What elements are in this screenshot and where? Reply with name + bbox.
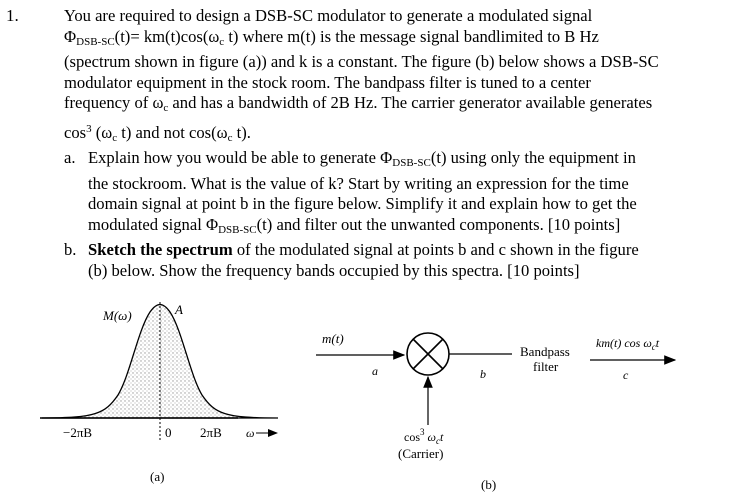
output-label: km(t) $\cos \omega_ct$ [596, 336, 660, 352]
spectrum-curve [42, 305, 278, 419]
problem-line-6: $\cos^3 (\omega_c$ t) and not $\cos(\omega_c$ t). [64, 122, 251, 144]
point-c-label: c [623, 368, 629, 382]
problem-line-5: frequency of $\omega_c$ and has a bandwidth of 2B Hz. The carrier generator available generates [64, 93, 653, 114]
problem-line-4: modulator equipment in the stock room. The bandpass filter is tuned to a center [64, 72, 591, 92]
part-b-line-1: b. Sketch the spectrum of the modulated signal at points b and c shown in the figure [64, 240, 639, 259]
carrier-label: (Carrier) [398, 446, 444, 461]
problem-line-2: $\Phi_{DSB-SC}(t)= km(t)\cos(\omega_c$ t) where m(t) is the message signal bandlimited to B Hz [64, 26, 599, 48]
part-b-line-2: (b) below. Show the frequency bands occupied by this spectra. [10 points] [88, 260, 580, 280]
point-a-label: a [372, 364, 378, 378]
spectrum-peak-label: A [175, 302, 183, 317]
figure-b-modulator [316, 331, 675, 492]
problem-number: 1. [6, 6, 19, 25]
carrier-expression: $\cos^3 \omega_ct$ [404, 427, 444, 446]
part-b-label: b. [64, 240, 77, 259]
tick-pos-2piB: 2πB [200, 425, 222, 440]
tick-neg-2piB: −2πB [63, 425, 93, 440]
bandpass-filter-label-2: filter [533, 359, 559, 374]
figure-a-spectrum [40, 302, 278, 484]
part-a-line-1: a. Explain how you would be able to generate $\Phi_{DSB-SC}(t)$ using only the equipment in [64, 148, 636, 169]
bandpass-filter-label-1: Bandpass [520, 344, 570, 359]
problem-line-1: You are required to design a DSB-SC modulator to generate a modulated signal [64, 6, 593, 25]
figure-b-caption: (b) [481, 477, 497, 492]
part-a-line-2: the stockroom. What is the value of k? Start by writing an expression for the time [88, 173, 629, 193]
spectrum-ylabel: M(ω) [103, 308, 132, 323]
point-b-label: b [480, 367, 486, 381]
problem-line-3: (spectrum shown in figure (a)) and k is a constant. The figure (b) below shows a DSB-SC [64, 52, 659, 71]
part-a-line-4: modulated signal $\Phi_{DSB-SC}(t)$ and filter out the unwanted components. [10 points] [88, 214, 621, 236]
tick-zero: 0 [165, 425, 172, 440]
omega-axis-label: ω [246, 426, 255, 440]
part-a-label: a. [64, 148, 76, 167]
part-a-line-3: domain signal at point b in the figure below. Simplify it and explain how to get the [88, 194, 637, 213]
figure-a-caption: (a) [150, 469, 165, 484]
input-label-mt: m(t) [322, 331, 344, 346]
